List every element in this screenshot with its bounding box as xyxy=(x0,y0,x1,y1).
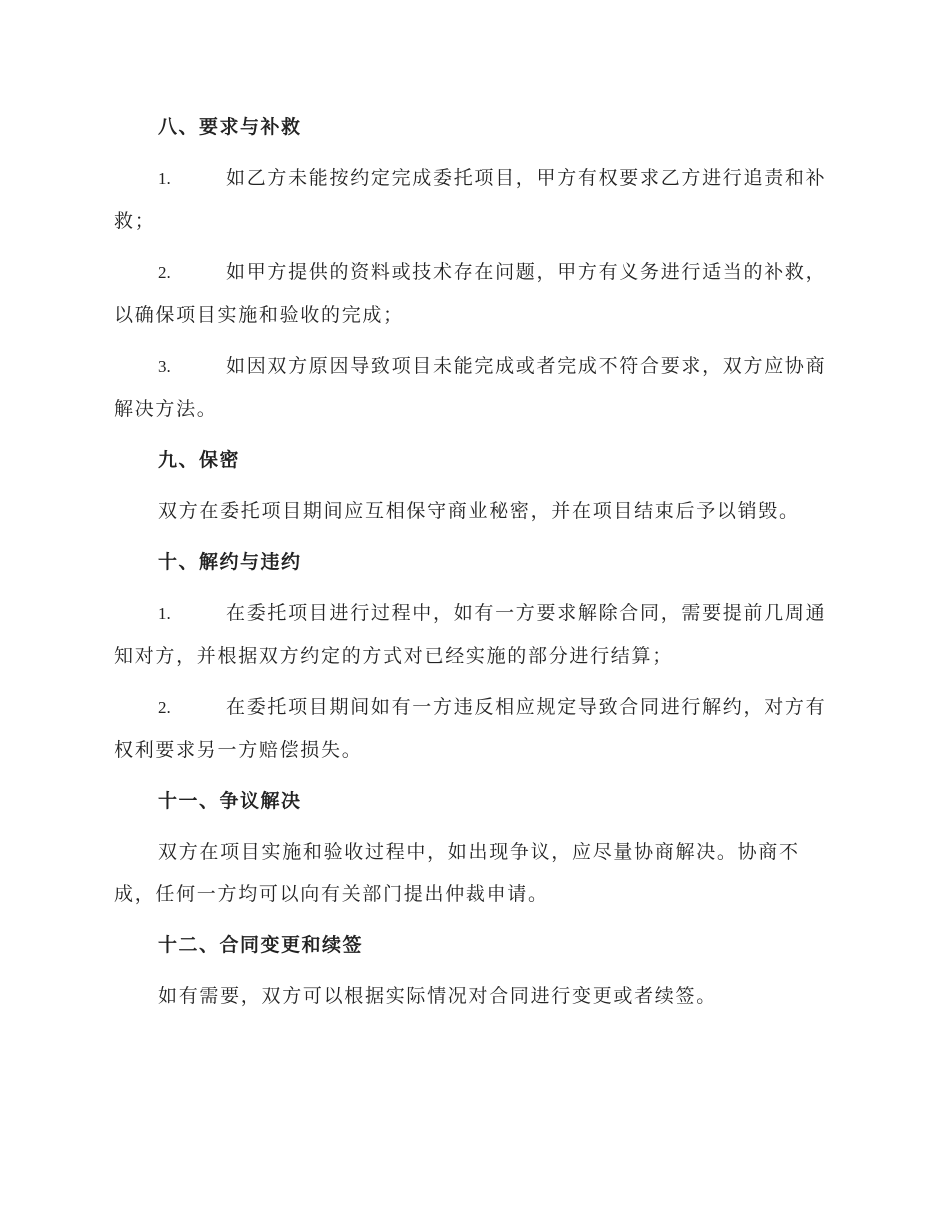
section-heading-10: 十、解约与违约 xyxy=(158,551,302,573)
item-text: 如甲方提供的资料或技术存在问题，甲方有义务进行适当的补救，以确保项目实施和验收的完成； xyxy=(114,261,827,326)
item-text: 如乙方未能按约定完成委托项目，甲方有权要求乙方进行追责和补救； xyxy=(114,167,827,232)
document-page xyxy=(114,106,834,1026)
item-text: 如因双方原因导致项目未能完成或者完成不符合要求，双方应协商解决方法。 xyxy=(114,355,827,420)
list-item xyxy=(114,686,834,771)
item-number: 3. xyxy=(158,357,171,376)
item-number: 2. xyxy=(158,263,171,282)
section-heading-11: 十一、争议解决 xyxy=(158,790,302,812)
list-item xyxy=(114,592,834,677)
list-item xyxy=(114,157,834,242)
section-heading-12: 十二、合同变更和续签 xyxy=(158,934,364,956)
section-body-12: 如有需要，双方可以根据实际情况对合同进行变更或者续签。 xyxy=(158,985,717,1007)
item-number: 2. xyxy=(158,698,171,717)
item-text: 在委托项目进行过程中，如有一方要求解除合同，需要提前几周通知对方，并根据双方约定的方式对已经实施的部分进行结算； xyxy=(114,602,827,667)
section-body-11: 双方在项目实施和验收过程中，如出现争议，应尽量协商解决。协商不成，任何一方均可以向有关部门提出仲裁申请。 xyxy=(114,841,800,905)
list-item xyxy=(114,345,834,430)
item-number: 1. xyxy=(158,604,171,623)
section-heading-9: 九、保密 xyxy=(158,449,241,471)
section-heading-8: 八、要求与补救 xyxy=(158,116,302,138)
list-item xyxy=(114,251,834,336)
item-text: 在委托项目期间如有一方违反相应规定导致合同进行解约，对方有权利要求另一方赔偿损失。 xyxy=(114,696,827,761)
section-body-9: 双方在委托项目期间应互相保守商业秘密，并在项目结束后予以销毁。 xyxy=(158,500,800,522)
item-number: 1. xyxy=(158,169,171,188)
